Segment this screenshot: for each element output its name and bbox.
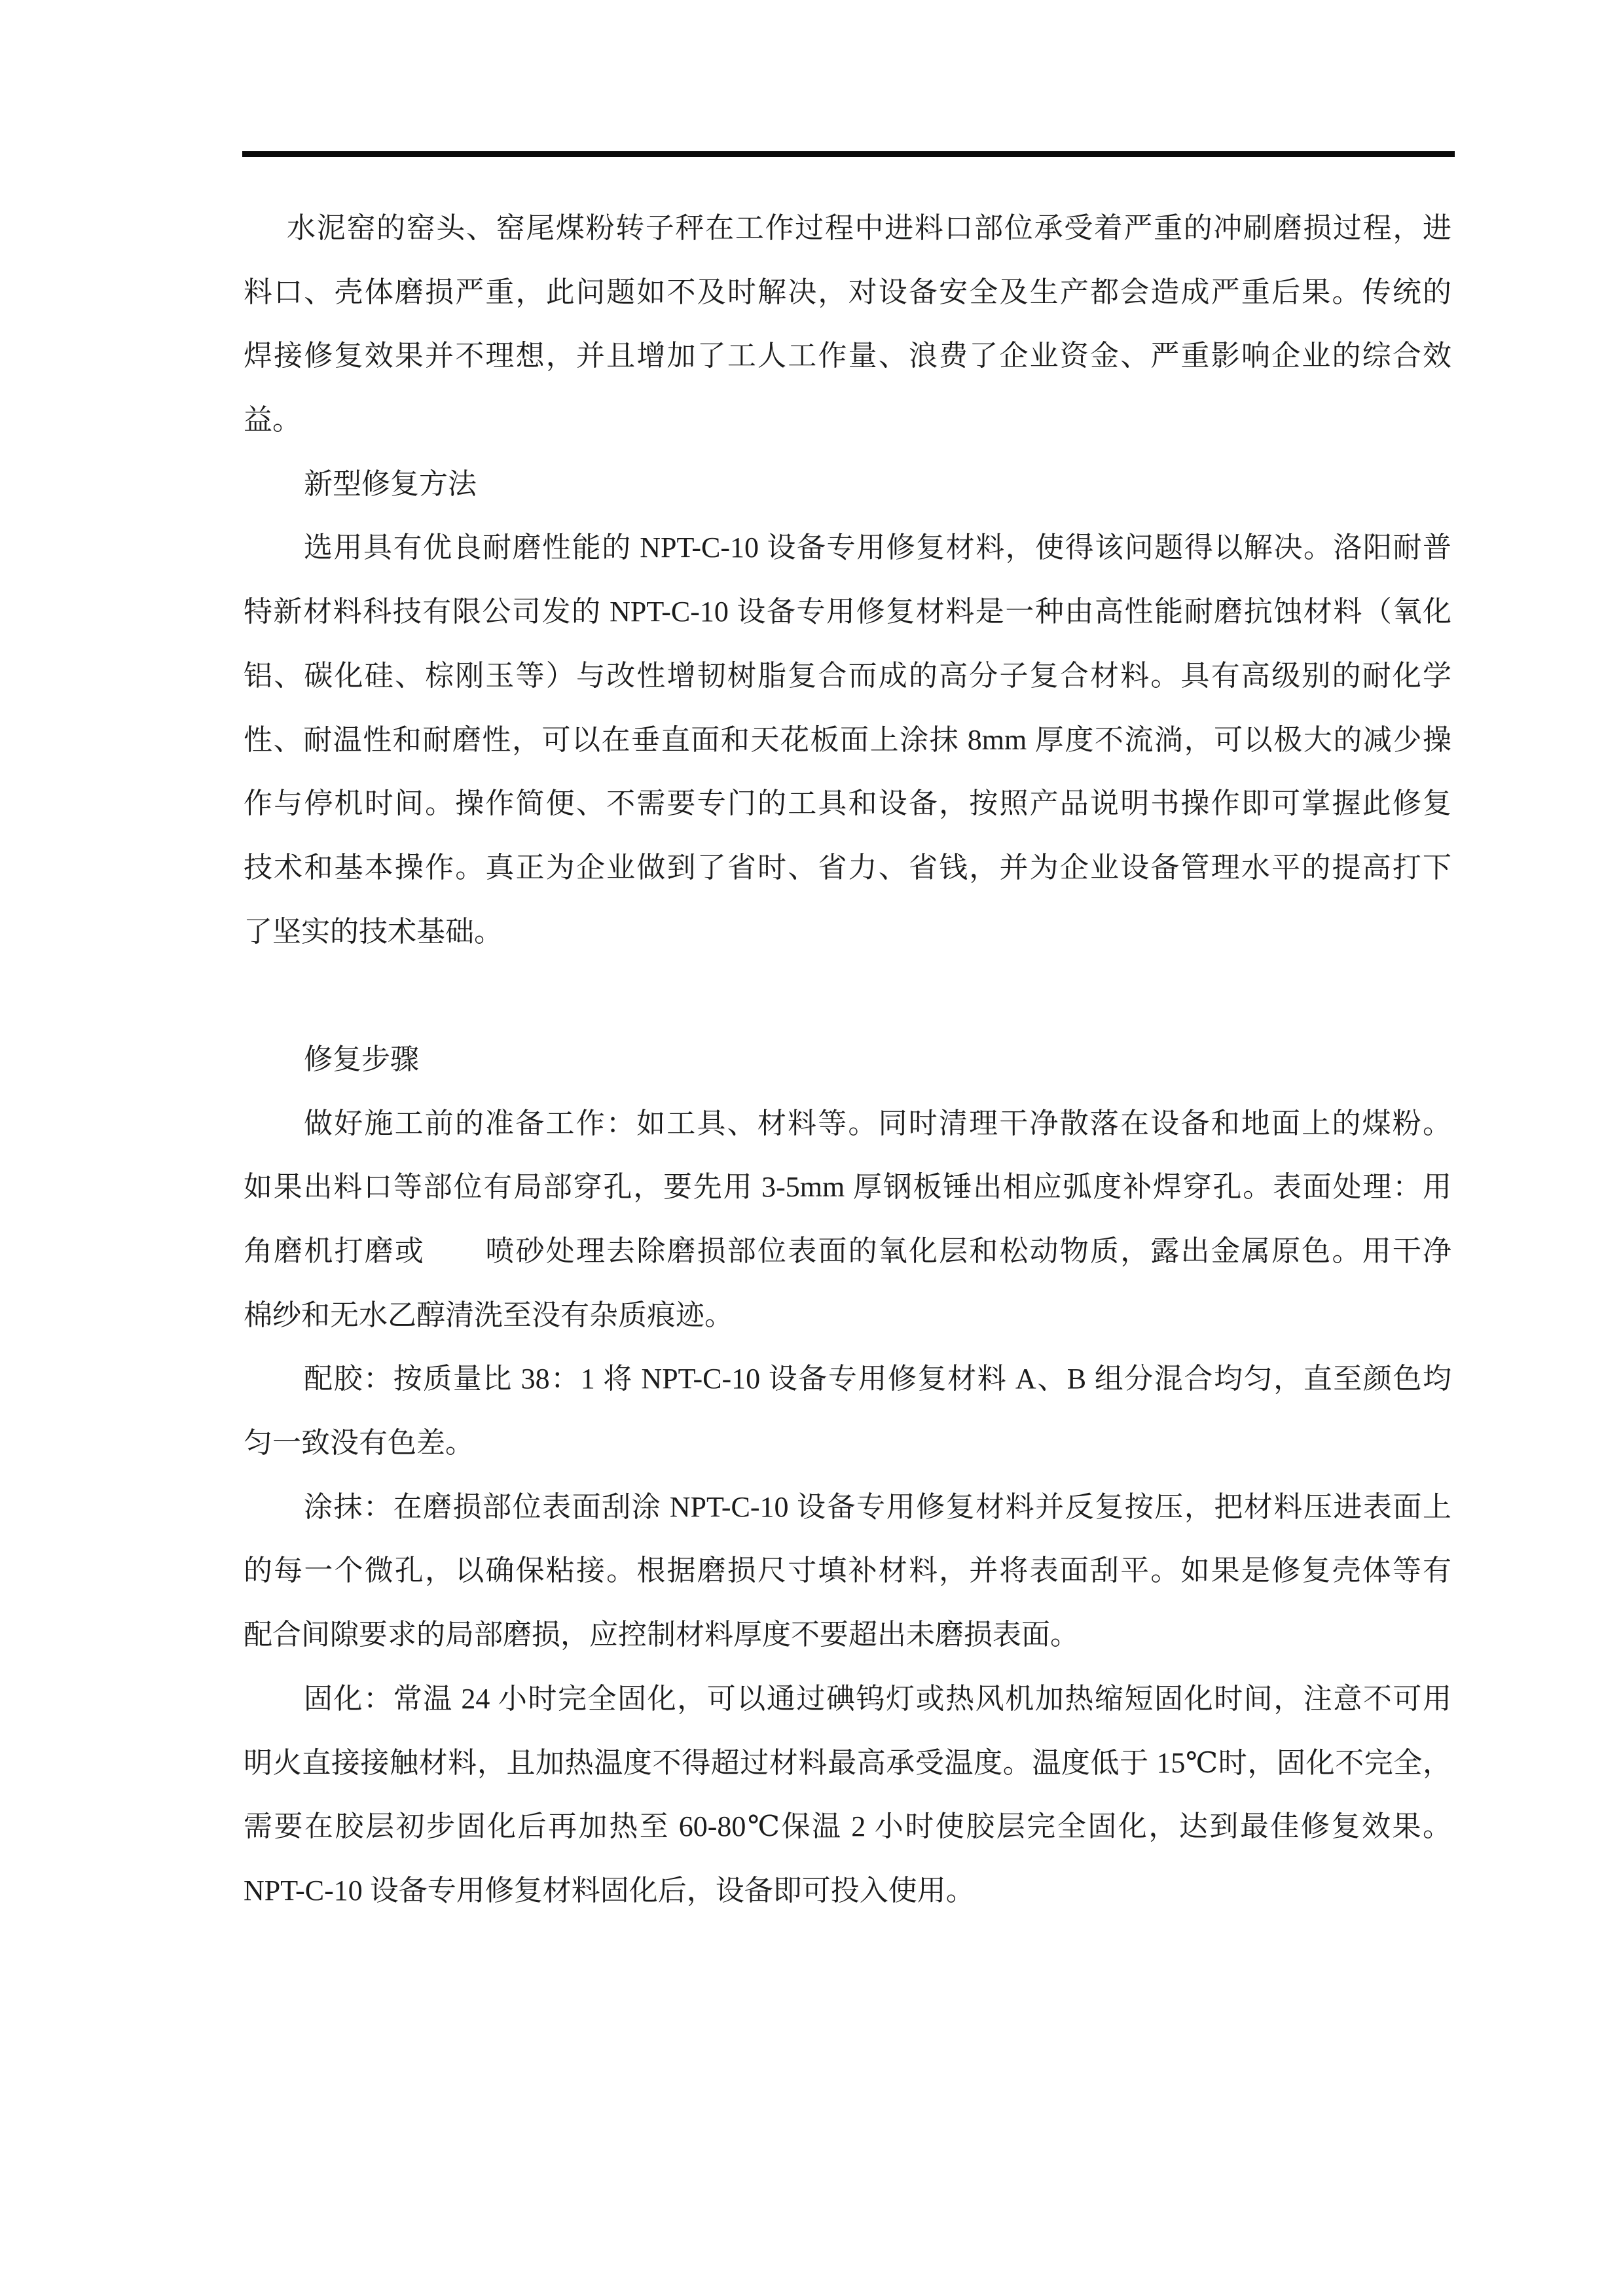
text-line: 的每一个微孔，以确保粘接。根据磨损尺寸填补材料，并将表面刮平。如果是修复壳体等有 [244,1554,1451,1587]
text-line: 匀一致没有色差。 [244,1427,474,1460]
text-line: 料口、壳体磨损严重，此问题如不及时解决，对设备安全及生产都会造成严重后果。传统的 [244,276,1451,308]
text-line: 技术和基本操作。真正为企业做到了省时、省力、省钱，并为企业设备管理水平的提高打下 [244,851,1451,884]
text-line: 配胶：按质量比 38：1 将 NPT-C-10 设备专用修复材料 A、B 组分混合均匀，直至颜色均 [304,1363,1451,1395]
text-line: 需要在胶层初步固化后再加热至 60-80℃保温 2 小时使胶层完全固化，达到最佳修复效果。 [244,1810,1451,1843]
text-line: 固化：常温 24 小时完全固化，可以通过碘钨灯或热风机加热缩短固化时间，注意不可用 [304,1682,1451,1715]
text-line: 配合间隙要求的局部磨损，应控制材料厚度不要超出未磨损表面。 [244,1619,1079,1651]
text-line: 涂抹：在磨损部位表面刮涂 NPT-C-10 设备专用修复材料并反复按压，把材料压进表面上 [304,1490,1451,1523]
text-line: 性、耐温性和耐磨性，可以在垂直面和天花板面上涂抹 8mm 厚度不流淌，可以极大的减少操 [244,723,1451,756]
body-text-column [244,196,1451,1923]
text-line: 明火直接接触材料，且加热温度不得超过材料最高承受温度。温度低于 15℃时，固化不完全， [244,1746,1451,1779]
text-line: 水泥窑的窑头、窑尾煤粉转子秤在工作过程中进料口部位承受着严重的冲刷磨损过程，进 [287,212,1451,244]
text-line: 选用具有优良耐磨性能的 NPT-C-10 设备专用修复材料，使得该问题得以解决。洛阳耐普 [304,531,1451,564]
text-line: 棉纱和无水乙醇清洗至没有杂质痕迹。 [244,1299,733,1331]
blank-line [244,963,1451,1028]
text-line: 角磨机打磨或 喷砂处理去除磨损部位表面的氧化层和松动物质，露出金属原色。用干净 [244,1235,1451,1267]
text-line: 如果出料口等部位有局部穿孔，要先用 3-5mm 厚钢板锤出相应弧度补焊穿孔。表面处理：用 [244,1171,1451,1204]
text-line: 作与停机时间。操作简便、不需要专门的工具和设备，按照产品说明书操作即可掌握此修复 [244,787,1451,820]
text-line: 铝、碳化硅、棕刚玉等）与改性增韧树脂复合而成的高分子复合材料。具有高级别的耐化学 [244,659,1451,692]
text-line: 益。 [244,404,301,437]
heading-repair-steps: 修复步骤 [304,1043,419,1075]
header-rule [242,151,1455,157]
heading-new-repair-method: 新型修复方法 [304,467,477,500]
text-line: 特新材料科技有限公司发的 NPT-C-10 设备专用修复材料是一种由高性能耐磨抗蚀材料（氧化 [244,596,1451,628]
text-line: NPT-C-10 设备专用修复材料固化后，设备即可投入使用。 [244,1874,975,1907]
text-line: 做好施工前的准备工作：如工具、材料等。同时清理干净散落在设备和地面上的煤粉。 [304,1107,1451,1139]
text-line: 了坚实的技术基础。 [244,915,503,948]
text-line: 焊接修复效果并不理想，并且增加了工人工作量、浪费了企业资金、严重影响企业的综合效 [244,340,1451,372]
